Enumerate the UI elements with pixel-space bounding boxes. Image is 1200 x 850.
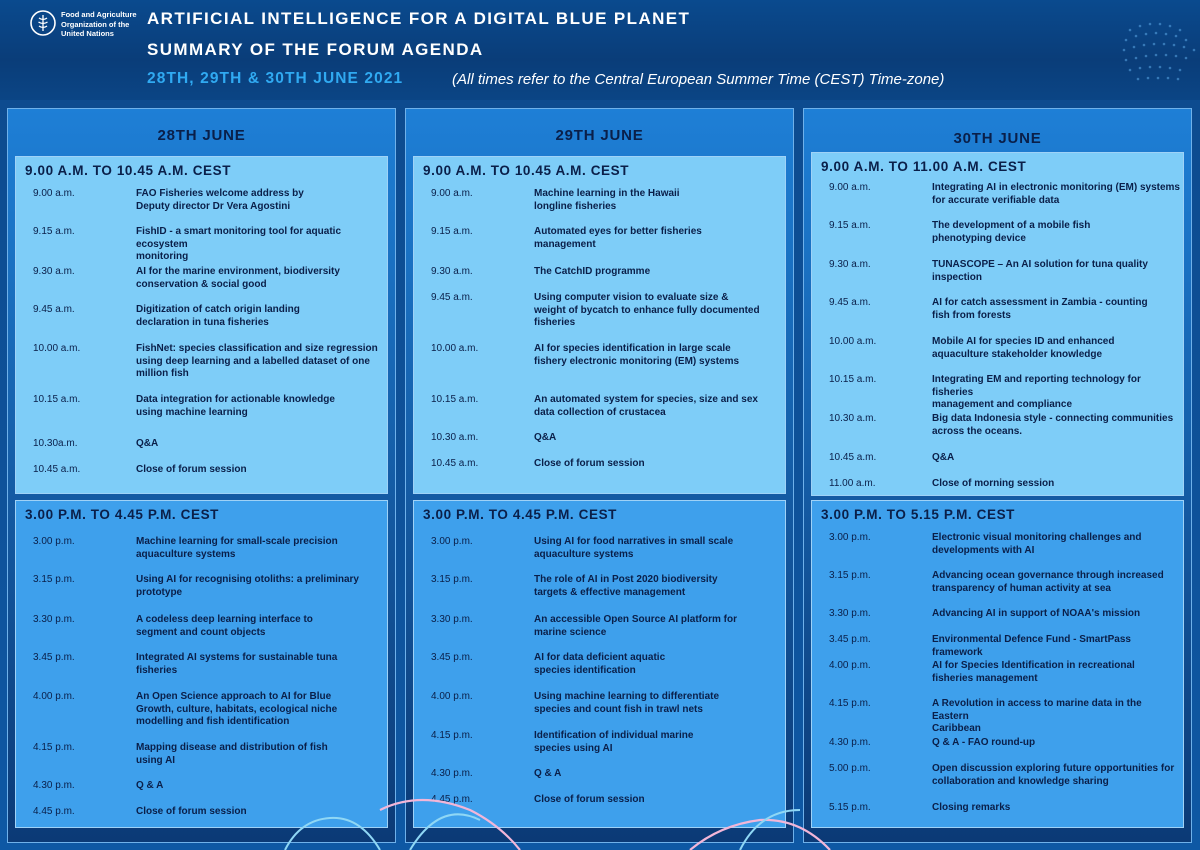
agenda-topic: An Open Science approach to AI for Blue Growth, culture, habitats, ecological niche modelling and fish identification [136,691,338,727]
agenda-time: 3.00 p.m. [33,536,75,547]
agenda-topic: Advancing ocean governance through increased transparency of human activity at sea [932,570,1164,594]
session-heading: 3.00 P.M. TO 4.45 P.M. CEST [25,507,220,522]
agenda-time: 4.00 p.m. [431,691,473,702]
agenda-time: 3.15 p.m. [33,574,75,585]
agenda-time: 10.30 a.m. [829,413,877,424]
agenda-topic: Close of forum session [534,458,645,469]
agenda-area [0,100,1200,850]
agenda-time: 11.00 a.m. [829,478,876,489]
afternoon-session-box [15,500,388,828]
agenda-time: 3.45 p.m. [33,652,75,663]
agenda-topic: Q & A [534,768,562,779]
agenda-topic: Identification of individual marine species using AI [534,730,694,754]
morning-session-box [15,156,388,494]
agenda-topic: Machine learning for small-scale precision aquaculture systems [136,536,338,560]
agenda-topic: Close of forum session [136,806,247,817]
agenda-time: 3.45 p.m. [431,652,473,663]
agenda-time: 10.45 a.m. [431,458,479,469]
agenda-time: 10.00 a.m. [33,343,81,354]
session-heading: 3.00 P.M. TO 4.45 P.M. CEST [423,507,618,522]
agenda-topic: Close of morning session [932,478,1055,489]
agenda-topic: AI for the marine environment, biodiversity conservation & social good [136,266,340,290]
agenda-time: 9.30 a.m. [829,259,871,270]
agenda-topic: FAO Fisheries welcome address by Deputy director Dr Vera Agostini [136,188,304,212]
agenda-time: 4.15 p.m. [829,698,871,709]
agenda-topic: AI for species identification in large scale fishery electronic monitoring (EM) systems [534,343,740,367]
agenda-time: 10.30 a.m. [431,432,479,443]
agenda-time: 4.45 p.m. [431,794,473,805]
agenda-topic: Mapping disease and distribution of fish using AI [136,742,328,766]
agenda-time: 4.45 p.m. [33,806,75,817]
agenda-time: 9.45 a.m. [33,304,75,315]
agenda-topic: The CatchID programme [534,266,651,277]
agenda-time: 10.00 a.m. [829,336,877,347]
agenda-topic: Using AI for food narratives in small scale aquaculture systems [534,536,734,560]
agenda-topic: A Revolution in access to marine data in the Eastern Caribbean [932,698,1142,734]
agenda-topic: AI for catch assessment in Zambia - counting fish from forests [932,297,1148,321]
agenda-time: 9.30 a.m. [431,266,473,277]
dotted-globe-decoration [980,0,1200,100]
agenda-time: 4.00 p.m. [829,660,871,671]
day-column-29 [405,108,794,843]
agenda-topic: The development of a mobile fish phenotyping device [932,220,1091,244]
agenda-time: 9.15 a.m. [431,226,473,237]
agenda-time: 9.15 a.m. [33,226,75,237]
agenda-topic: An accessible Open Source AI platform for marine science [534,614,738,638]
agenda-topic: Q & A [136,780,164,791]
afternoon-session-box [413,500,786,828]
agenda-topic: Closing remarks [932,802,1011,813]
afternoon-session-box [811,500,1184,828]
agenda-topic: Open discussion exploring future opportunities for collaboration and knowledge sharing [932,763,1175,787]
agenda-time: 4.00 p.m. [33,691,75,702]
morning-session-box [413,156,786,494]
agenda-topic: Close of forum session [534,794,645,805]
session-heading: 9.00 A.M. TO 10.45 A.M. CEST [25,163,232,178]
agenda-time: 3.30 p.m. [431,614,473,625]
agenda-topic: An automated system for species, size and sex data collection of crustacea [534,394,758,418]
agenda-topic: FishNet: species classification and size regression using deep learning and a labelled dataset of one million fish [136,343,378,379]
morning-session-box [811,152,1184,496]
day-column-28 [7,108,396,843]
header-banner [0,0,1200,100]
agenda-topic: Automated eyes for better fisheries management [534,226,702,250]
agenda-time: 9.15 a.m. [829,220,871,231]
fao-logo-icon [30,10,56,36]
agenda-topic: AI for Species Identification in recreational fisheries management [932,660,1135,684]
agenda-time: 10.15 a.m. [431,394,479,405]
agenda-time: 4.30 p.m. [829,737,871,748]
day-title: 29TH JUNE [555,127,644,144]
agenda-topic: Integrated AI systems for sustainable tuna fisheries [136,652,338,676]
session-heading: 9.00 A.M. TO 11.00 A.M. CEST [821,159,1027,174]
agenda-time: 10.15 a.m. [829,374,877,385]
agenda-time: 4.30 p.m. [431,768,473,779]
agenda-time: 3.30 p.m. [829,608,871,619]
page-subtitle: SUMMARY OF THE FORUM AGENDA [147,40,484,59]
agenda-topic: Q & A - FAO round-up [932,737,1036,748]
agenda-time: 9.30 a.m. [33,266,75,277]
day-title: 28TH JUNE [157,127,246,144]
page-title: ARTIFICIAL INTELLIGENCE FOR A DIGITAL BLUE PLANET [147,9,691,28]
agenda-time: 3.15 p.m. [829,570,871,581]
agenda-topic: Big data Indonesia style - connecting communities across the oceans. [932,413,1174,437]
agenda-time: 3.30 p.m. [33,614,75,625]
agenda-time: 10.30a.m. [33,438,78,449]
agenda-time: 9.00 a.m. [33,188,75,199]
agenda-time: 3.00 p.m. [829,532,871,543]
agenda-time: 4.15 p.m. [431,730,473,741]
agenda-topic: Data integration for actionable knowledge using machine learning [136,394,335,418]
agenda-topic: Machine learning in the Hawaii longline fisheries [534,188,680,212]
agenda-topic: Q&A [932,452,955,463]
agenda-time: 5.15 p.m. [829,802,871,813]
agenda-time: 9.00 a.m. [431,188,473,199]
agenda-topic: Electronic visual monitoring challenges and developments with AI [932,532,1142,556]
agenda-time: 3.45 p.m. [829,634,871,645]
agenda-topic: FishID - a smart monitoring tool for aquatic ecosystem monitoring [136,226,342,262]
agenda-topic: Using machine learning to differentiate species and count fish in trawl nets [534,691,720,715]
agenda-topic: Environmental Defence Fund - SmartPass framework [932,634,1131,658]
agenda-topic: Using computer vision to evaluate size & weight of bycatch to enhance fully documented fisheries [534,292,760,328]
agenda-topic: Integrating AI in electronic monitoring (EM) systems for accurate verifiable data [932,182,1180,206]
agenda-time: 10.15 a.m. [33,394,81,405]
session-heading: 3.00 P.M. TO 5.15 P.M. CEST [821,507,1016,522]
agenda-time: 3.00 p.m. [431,536,473,547]
agenda-time: 3.15 p.m. [431,574,473,585]
agenda-topic: Q&A [534,432,557,443]
agenda-topic: Integrating EM and reporting technology for fisheries management and compliance [932,374,1141,410]
timezone-note: (All times refer to the Central European Summer Time (CEST) Time-zone) [452,71,945,88]
agenda-topic: The role of AI in Post 2020 biodiversity targets & effective management [534,574,718,598]
session-heading: 9.00 A.M. TO 10.45 A.M. CEST [423,163,630,178]
agenda-time: 4.30 p.m. [33,780,75,791]
org-name: Food and Agriculture Organization of the United Nations [61,10,137,38]
agenda-time: 9.45 a.m. [829,297,871,308]
day-column-30 [803,108,1192,843]
agenda-topic: TUNASCOPE – An AI solution for tuna quality inspection [932,259,1148,283]
agenda-topic: Q&A [136,438,159,449]
agenda-time: 4.15 p.m. [33,742,75,753]
agenda-topic: Advancing AI in support of NOAA's mission [932,608,1141,619]
day-title: 30TH JUNE [953,130,1042,147]
event-dates: 28TH, 29TH & 30TH JUNE 2021 [147,70,404,87]
agenda-topic: Mobile AI for species ID and enhanced aquaculture stakeholder knowledge [932,336,1115,360]
agenda-time: 10.00 a.m. [431,343,479,354]
agenda-topic: Close of forum session [136,464,247,475]
agenda-time: 9.45 a.m. [431,292,473,303]
agenda-time: 5.00 p.m. [829,763,871,774]
agenda-topic: A codeless deep learning interface to segment and count objects [136,614,313,638]
agenda-time: 10.45 a.m. [33,464,81,475]
agenda-time: 10.45 a.m. [829,452,877,463]
agenda-topic: AI for data deficient aquatic species identification [534,652,666,676]
agenda-topic: Using AI for recognising otoliths: a preliminary prototype [136,574,359,598]
agenda-time: 9.00 a.m. [829,182,871,193]
agenda-topic: Digitization of catch origin landing declaration in tuna fisheries [136,304,300,328]
